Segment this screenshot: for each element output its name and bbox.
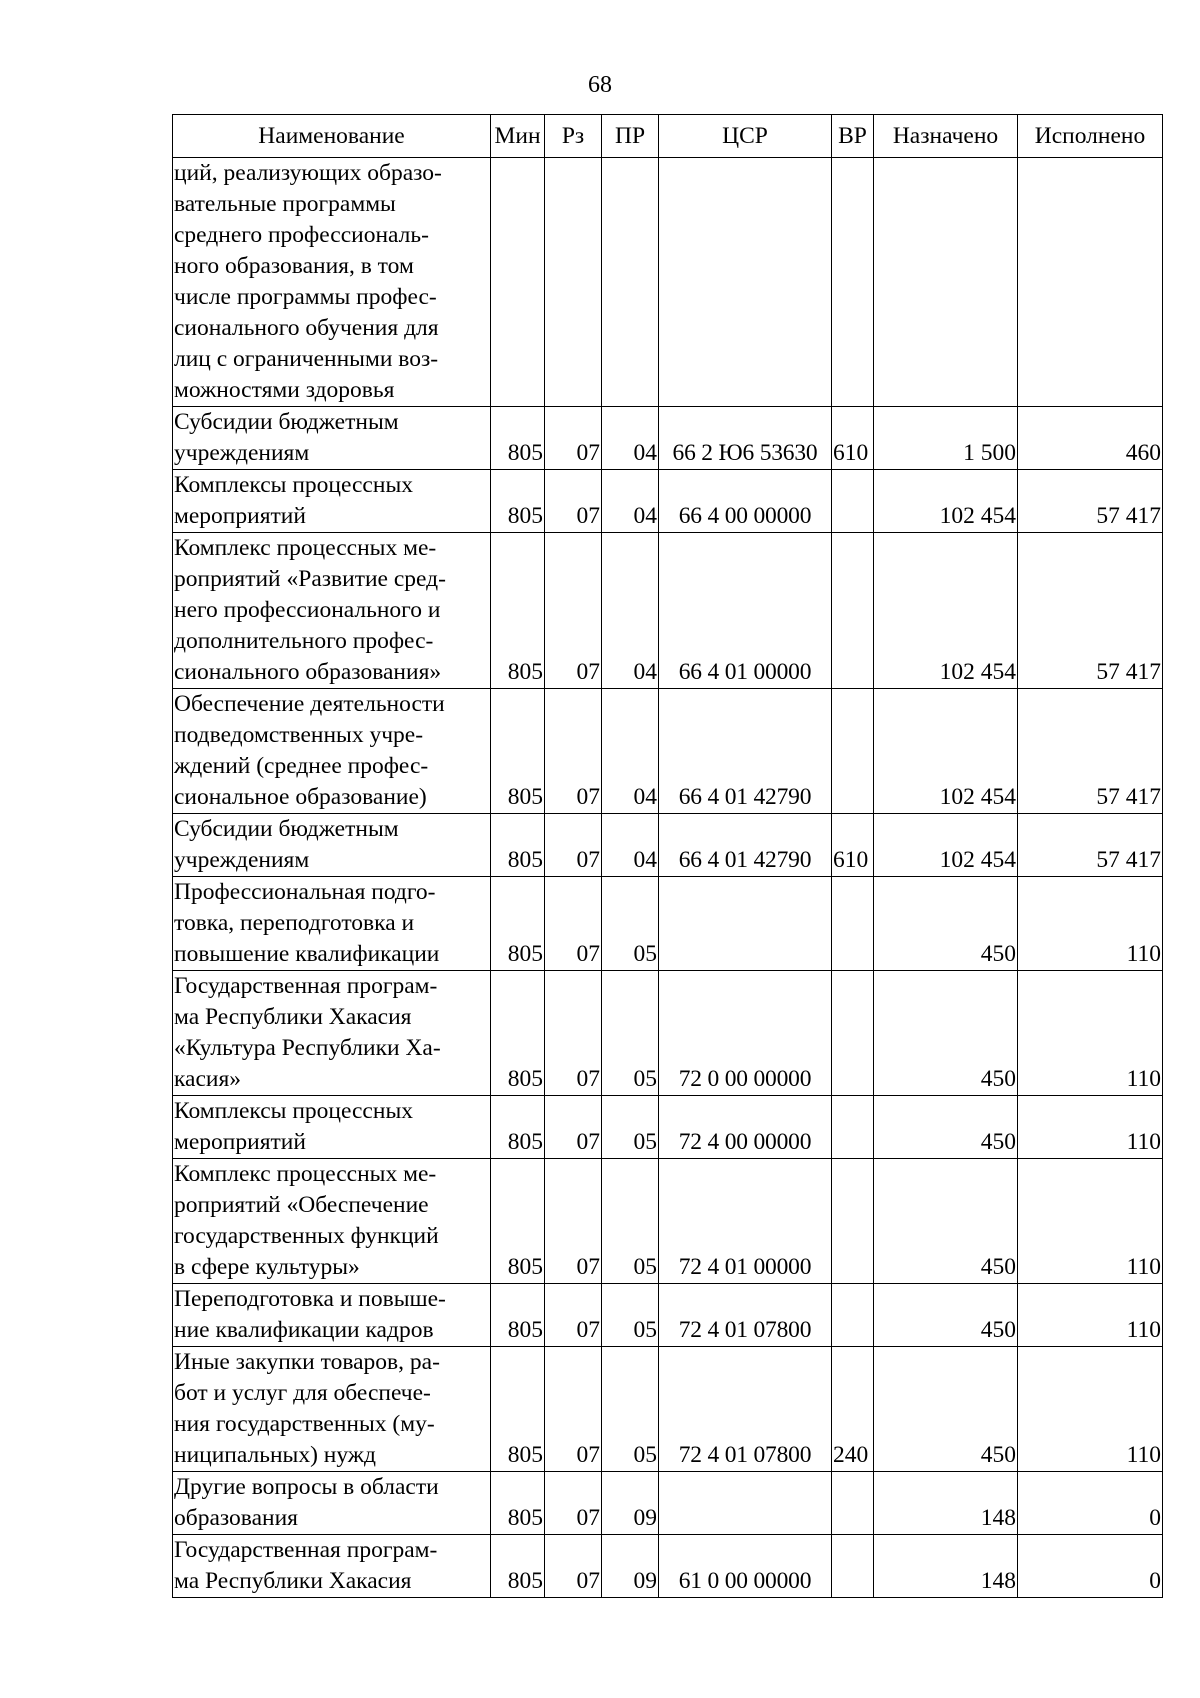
cell-vr <box>832 158 874 407</box>
cell-name: Переподготовка и повыше- ние квалификации кадров <box>173 1284 491 1347</box>
cell-csr <box>659 877 832 971</box>
cell-assigned: 450 <box>874 1347 1018 1472</box>
cell-name: Комплекс процессных ме- роприятий «Развитие сред- него профессионального и дополнительного профес- сионального образования» <box>173 533 491 689</box>
table-row <box>173 877 1163 971</box>
cell-rz: 07 <box>545 877 602 971</box>
cell-name: Субсидии бюджетным учреждениям <box>173 407 491 470</box>
cell-pr: 09 <box>602 1535 659 1598</box>
cell-assigned: 450 <box>874 1096 1018 1159</box>
cell-min: 805 <box>491 1284 545 1347</box>
cell-csr: 66 4 01 42790 <box>659 814 832 877</box>
cell-assigned: 450 <box>874 1284 1018 1347</box>
cell-assigned: 450 <box>874 877 1018 971</box>
cell-min: 805 <box>491 689 545 814</box>
header-pr: ПР <box>602 115 659 158</box>
cell-name: Профессиональная подго- товка, переподготовка и повышение квалификации <box>173 877 491 971</box>
cell-vr: 240 <box>832 1347 874 1472</box>
cell-min: 805 <box>491 1347 545 1472</box>
cell-csr: 72 4 01 07800 <box>659 1347 832 1472</box>
cell-vr <box>832 1535 874 1598</box>
cell-csr: 66 2 Ю6 53630 <box>659 407 832 470</box>
cell-assigned: 450 <box>874 971 1018 1096</box>
cell-name: Обеспечение деятельности подведомственных учре- ждений (среднее профес- сиональное образование) <box>173 689 491 814</box>
cell-rz: 07 <box>545 1096 602 1159</box>
cell-name: Комплекс процессных ме- роприятий «Обеспечение государственных функций в сфере культуры» <box>173 1159 491 1284</box>
cell-rz <box>545 158 602 407</box>
cell-executed: 460 <box>1018 407 1163 470</box>
table-row <box>173 407 1163 470</box>
cell-min <box>491 158 545 407</box>
cell-min: 805 <box>491 533 545 689</box>
cell-assigned: 102 454 <box>874 533 1018 689</box>
budget-table <box>172 114 1163 1598</box>
cell-assigned: 450 <box>874 1159 1018 1284</box>
cell-executed: 57 417 <box>1018 689 1163 814</box>
cell-name: Иные закупки товаров, ра- бот и услуг для обеспече- ния государственных (му- ниципальных) нужд <box>173 1347 491 1472</box>
cell-executed: 57 417 <box>1018 814 1163 877</box>
table-row <box>173 1472 1163 1535</box>
cell-pr: 05 <box>602 1159 659 1284</box>
header-assigned: Назначено <box>874 115 1018 158</box>
cell-min: 805 <box>491 877 545 971</box>
cell-csr: 66 4 00 00000 <box>659 470 832 533</box>
cell-pr: 04 <box>602 533 659 689</box>
cell-csr: 72 4 01 00000 <box>659 1159 832 1284</box>
cell-pr: 04 <box>602 407 659 470</box>
cell-pr <box>602 158 659 407</box>
cell-executed: 110 <box>1018 1096 1163 1159</box>
cell-csr: 66 4 01 00000 <box>659 533 832 689</box>
cell-assigned: 1 500 <box>874 407 1018 470</box>
cell-csr <box>659 158 832 407</box>
header-name: Наименование <box>173 115 491 158</box>
cell-pr: 04 <box>602 470 659 533</box>
cell-min: 805 <box>491 814 545 877</box>
table-row <box>173 814 1163 877</box>
cell-vr <box>832 470 874 533</box>
cell-pr: 04 <box>602 689 659 814</box>
header-executed: Исполнено <box>1018 115 1163 158</box>
table-row <box>173 689 1163 814</box>
cell-csr: 72 4 00 00000 <box>659 1096 832 1159</box>
table-row <box>173 1159 1163 1284</box>
header-csr: ЦСР <box>659 115 832 158</box>
cell-vr <box>832 1472 874 1535</box>
cell-rz: 07 <box>545 1472 602 1535</box>
cell-min: 805 <box>491 407 545 470</box>
cell-rz: 07 <box>545 814 602 877</box>
cell-name: Комплексы процессных мероприятий <box>173 1096 491 1159</box>
cell-vr: 610 <box>832 407 874 470</box>
cell-csr <box>659 1472 832 1535</box>
cell-executed: 110 <box>1018 1284 1163 1347</box>
cell-rz: 07 <box>545 1159 602 1284</box>
table-row <box>173 1347 1163 1472</box>
cell-name: Другие вопросы в области образования <box>173 1472 491 1535</box>
cell-assigned <box>874 158 1018 407</box>
cell-executed: 57 417 <box>1018 470 1163 533</box>
cell-min: 805 <box>491 1096 545 1159</box>
cell-pr: 09 <box>602 1472 659 1535</box>
table-row <box>173 470 1163 533</box>
cell-pr: 05 <box>602 1284 659 1347</box>
table-header-row <box>173 115 1163 158</box>
cell-executed <box>1018 158 1163 407</box>
cell-rz: 07 <box>545 533 602 689</box>
cell-vr <box>832 533 874 689</box>
cell-rz: 07 <box>545 689 602 814</box>
cell-vr <box>832 689 874 814</box>
cell-name: ций, реализующих образо- вательные программы среднего профессиональ- ного образования, в том числе программы профес- сионального обучения для лиц с ограниченными воз- можностями здоровья <box>173 158 491 407</box>
cell-min: 805 <box>491 1535 545 1598</box>
cell-pr: 05 <box>602 971 659 1096</box>
cell-name: Государственная програм- ма Республики Хакасия «Культура Республики Ха- касия» <box>173 971 491 1096</box>
header-vr: ВР <box>832 115 874 158</box>
cell-csr: 72 4 01 07800 <box>659 1284 832 1347</box>
cell-executed: 110 <box>1018 877 1163 971</box>
cell-pr: 05 <box>602 1096 659 1159</box>
header-rz: Рз <box>545 115 602 158</box>
cell-min: 805 <box>491 470 545 533</box>
cell-pr: 05 <box>602 1347 659 1472</box>
cell-min: 805 <box>491 1472 545 1535</box>
table-row <box>173 158 1163 407</box>
cell-name: Государственная програм- ма Республики Хакасия <box>173 1535 491 1598</box>
cell-vr: 610 <box>832 814 874 877</box>
cell-assigned: 148 <box>874 1535 1018 1598</box>
table-body <box>173 158 1163 1598</box>
table-row <box>173 1284 1163 1347</box>
cell-rz: 07 <box>545 407 602 470</box>
cell-min: 805 <box>491 1159 545 1284</box>
cell-csr: 66 4 01 42790 <box>659 689 832 814</box>
cell-assigned: 102 454 <box>874 470 1018 533</box>
cell-min: 805 <box>491 971 545 1096</box>
cell-rz: 07 <box>545 1347 602 1472</box>
cell-assigned: 148 <box>874 1472 1018 1535</box>
table-row <box>173 1535 1163 1598</box>
cell-pr: 05 <box>602 877 659 971</box>
cell-vr <box>832 971 874 1096</box>
cell-name: Субсидии бюджетным учреждениям <box>173 814 491 877</box>
table-row <box>173 971 1163 1096</box>
cell-executed: 110 <box>1018 1159 1163 1284</box>
cell-rz: 07 <box>545 1535 602 1598</box>
table-row <box>173 533 1163 689</box>
cell-executed: 0 <box>1018 1535 1163 1598</box>
cell-vr <box>832 1159 874 1284</box>
header-min: Мин <box>491 115 545 158</box>
cell-assigned: 102 454 <box>874 689 1018 814</box>
cell-rz: 07 <box>545 971 602 1096</box>
cell-rz: 07 <box>545 470 602 533</box>
cell-executed: 0 <box>1018 1472 1163 1535</box>
cell-vr <box>832 1096 874 1159</box>
cell-vr <box>832 1284 874 1347</box>
cell-rz: 07 <box>545 1284 602 1347</box>
cell-pr: 04 <box>602 814 659 877</box>
table-row <box>173 1096 1163 1159</box>
cell-executed: 110 <box>1018 1347 1163 1472</box>
cell-assigned: 102 454 <box>874 814 1018 877</box>
cell-executed: 57 417 <box>1018 533 1163 689</box>
cell-csr: 61 0 00 00000 <box>659 1535 832 1598</box>
cell-executed: 110 <box>1018 971 1163 1096</box>
page-number: 68 <box>588 72 612 98</box>
cell-csr: 72 0 00 00000 <box>659 971 832 1096</box>
cell-name: Комплексы процессных мероприятий <box>173 470 491 533</box>
cell-vr <box>832 877 874 971</box>
